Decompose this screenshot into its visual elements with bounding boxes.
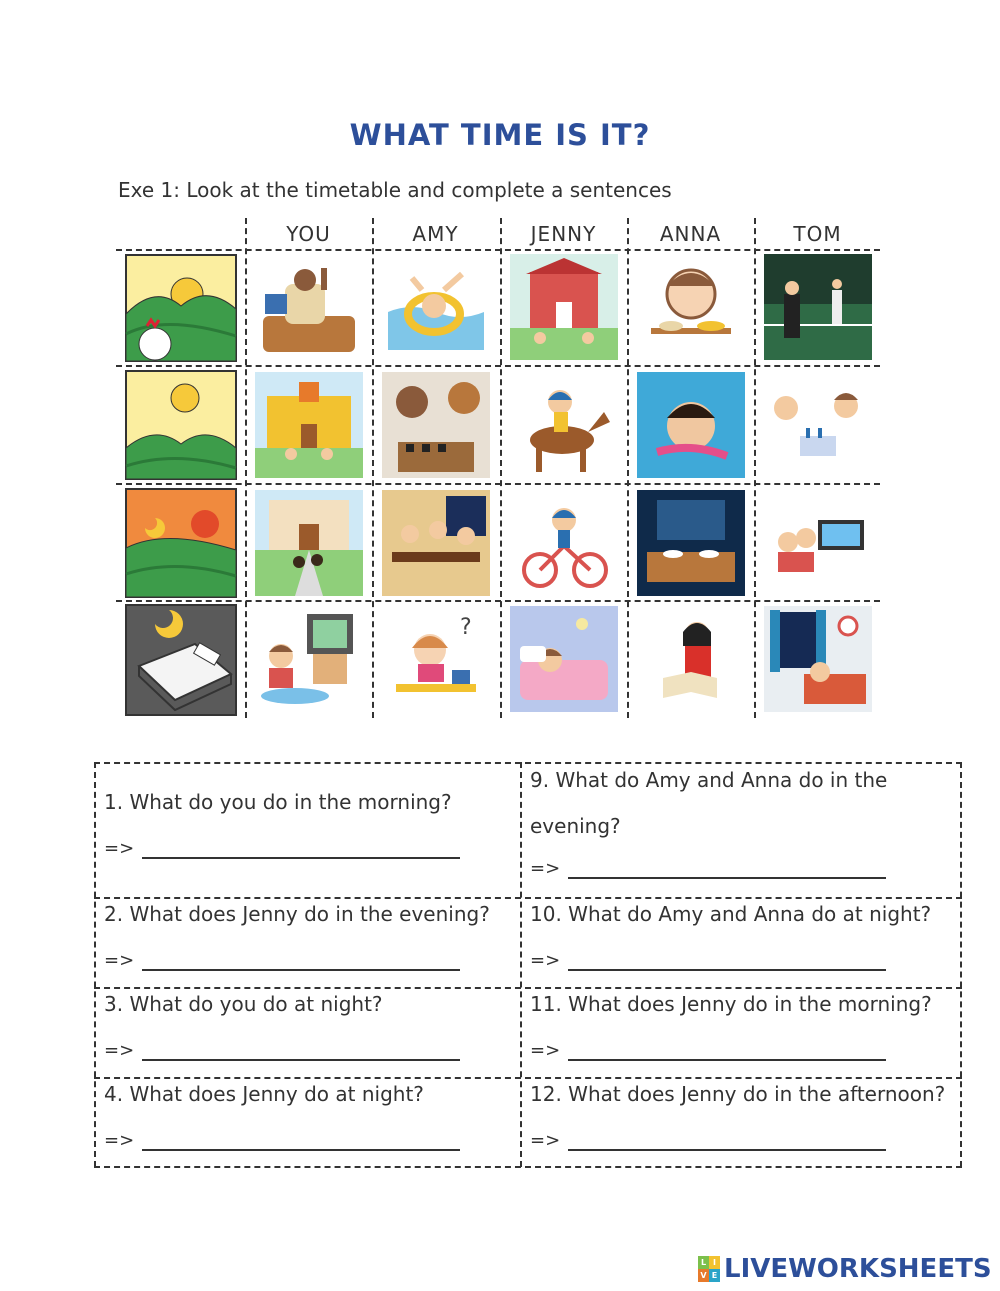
going-to-school-image bbox=[510, 254, 618, 360]
answer-3[interactable] bbox=[104, 1040, 460, 1061]
playing-chess-image bbox=[764, 372, 872, 478]
answer-blank[interactable] bbox=[568, 859, 886, 879]
answer-arrow: => bbox=[530, 858, 561, 879]
divider bbox=[520, 762, 522, 1167]
column-header-amy: AMY bbox=[412, 222, 459, 246]
sleeping-image bbox=[510, 606, 618, 712]
answer-1[interactable] bbox=[104, 838, 460, 859]
waking-up-image bbox=[255, 254, 363, 360]
swimming-image bbox=[382, 254, 490, 360]
divider bbox=[94, 1166, 962, 1168]
answer-blank[interactable] bbox=[142, 1041, 460, 1061]
midday-sun-icon bbox=[125, 370, 237, 480]
going-home-image bbox=[255, 490, 363, 596]
logo-letter: I bbox=[709, 1256, 720, 1269]
answer-blank[interactable] bbox=[568, 951, 886, 971]
sunrise-rooster-icon bbox=[125, 254, 237, 362]
timetable bbox=[116, 218, 880, 718]
logo-wordmark: LIVEWORKSHEETS bbox=[724, 1254, 992, 1284]
answer-arrow: => bbox=[104, 838, 135, 859]
divider bbox=[116, 365, 880, 367]
watching-tv-image bbox=[255, 606, 363, 712]
divider bbox=[500, 218, 502, 718]
question-2: 2. What does Jenny do in the evening? bbox=[104, 902, 490, 926]
question-12: 12. What does Jenny do in the afternoon? bbox=[530, 1082, 946, 1106]
answer-arrow: => bbox=[530, 1040, 561, 1061]
divider bbox=[116, 600, 880, 602]
answer-12[interactable] bbox=[530, 1130, 886, 1151]
swimming-image bbox=[637, 372, 745, 478]
svg-text:?: ? bbox=[460, 615, 472, 640]
question-4: 4. What does Jenny do at night? bbox=[104, 1082, 424, 1106]
answer-blank[interactable] bbox=[142, 1131, 460, 1151]
answer-arrow: => bbox=[104, 950, 135, 971]
sleeping-image bbox=[764, 606, 872, 712]
divider bbox=[245, 218, 247, 718]
answer-blank[interactable] bbox=[142, 839, 460, 859]
answer-10[interactable] bbox=[530, 950, 886, 971]
going-to-school-image bbox=[255, 372, 363, 478]
playing-chess-image bbox=[382, 372, 490, 478]
answer-blank[interactable] bbox=[568, 1041, 886, 1061]
divider bbox=[627, 218, 629, 718]
question-3: 3. What do you do at night? bbox=[104, 992, 383, 1016]
column-header-jenny: JENNY bbox=[530, 222, 597, 246]
answer-arrow: => bbox=[104, 1040, 135, 1061]
riding-horse-image bbox=[510, 372, 618, 478]
answer-2[interactable] bbox=[104, 950, 460, 971]
eating-dinner-image bbox=[637, 490, 745, 596]
answer-blank[interactable] bbox=[568, 1131, 886, 1151]
question-11: 11. What does Jenny do in the morning? bbox=[530, 992, 932, 1016]
logo-letter: E bbox=[709, 1269, 720, 1282]
answer-9[interactable] bbox=[530, 858, 886, 879]
answer-4[interactable] bbox=[104, 1130, 460, 1151]
divider bbox=[372, 218, 374, 718]
column-header-you: YOU bbox=[286, 222, 331, 246]
reading-book-image bbox=[637, 606, 745, 712]
answer-arrow: => bbox=[104, 1130, 135, 1151]
eating-dinner-image bbox=[382, 490, 490, 596]
playing-tennis-image bbox=[764, 254, 872, 360]
liveworksheets-logo[interactable] bbox=[698, 1254, 992, 1284]
riding-bike-image bbox=[510, 490, 618, 596]
questions-table bbox=[94, 762, 962, 1167]
eating-breakfast-image bbox=[637, 254, 745, 360]
night-bed-icon bbox=[125, 604, 237, 716]
liveworksheets-mark-icon bbox=[698, 1256, 720, 1282]
question-10: 10. What do Amy and Anna do at night? bbox=[530, 902, 932, 926]
answer-arrow: => bbox=[530, 950, 561, 971]
divider bbox=[116, 483, 880, 485]
answer-11[interactable] bbox=[530, 1040, 886, 1061]
playing-video-games-image bbox=[764, 490, 872, 596]
divider bbox=[94, 762, 96, 1167]
answer-arrow: => bbox=[530, 1130, 561, 1151]
logo-letter: L bbox=[698, 1256, 709, 1269]
question-9: 9. What do Amy and Anna do in the bbox=[530, 768, 888, 792]
question-9-continuation: evening? bbox=[530, 814, 621, 838]
exercise-instruction: Exe 1: Look at the timetable and complete a sentences bbox=[118, 178, 672, 202]
logo-letter: V bbox=[698, 1269, 709, 1282]
doing-homework-image bbox=[382, 606, 490, 712]
sunset-moon-icon bbox=[125, 488, 237, 598]
question-1: 1. What do you do in the morning? bbox=[104, 790, 452, 814]
column-header-tom: TOM bbox=[793, 222, 842, 246]
column-header-anna: ANNA bbox=[659, 222, 722, 246]
divider bbox=[960, 762, 962, 1167]
divider bbox=[754, 218, 756, 718]
answer-blank[interactable] bbox=[142, 951, 460, 971]
divider bbox=[116, 249, 880, 251]
page-title: WHAT TIME IS IT? bbox=[349, 118, 651, 152]
